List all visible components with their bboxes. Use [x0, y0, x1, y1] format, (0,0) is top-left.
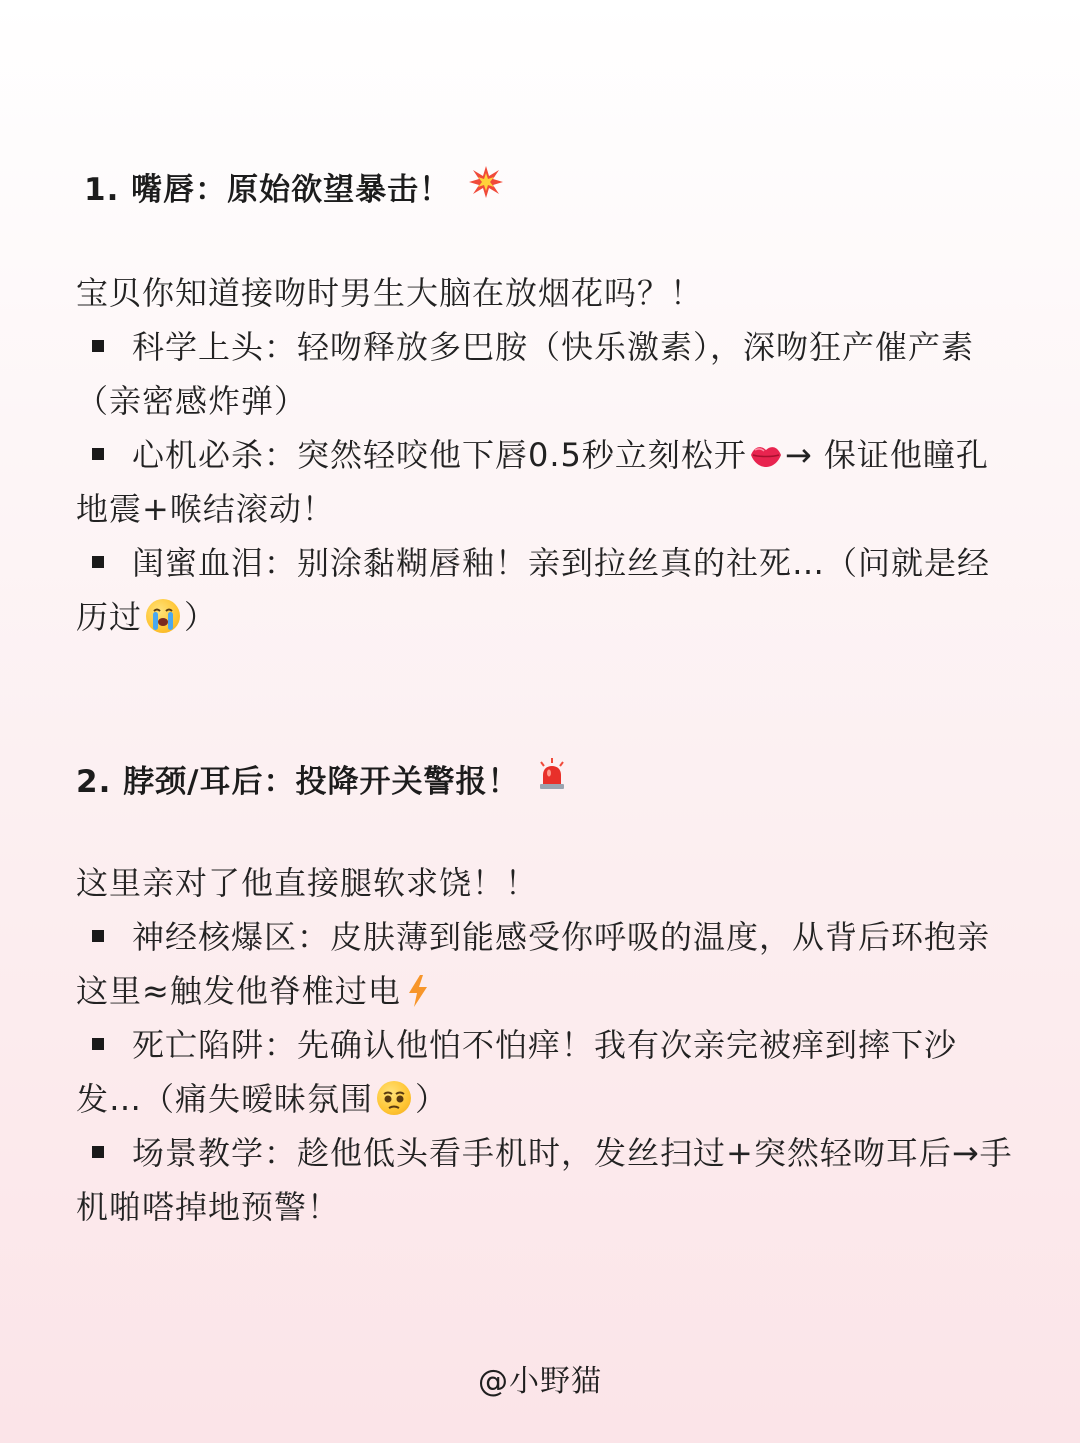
bullet-marker: [92, 340, 104, 352]
author-signature: @小野猫: [478, 1364, 602, 1399]
bullet-text: 场景教学：趁他低头看手机时，发丝扫过+突然轻吻耳后→手机啪嗒掉地预警！: [76, 1134, 1013, 1226]
list-item: [76, 428, 1016, 536]
bullet-text-after: ）: [184, 598, 218, 636]
bullet-marker: [92, 556, 104, 568]
section-heading: [76, 160, 1016, 212]
section-intro: 这里亲对了他直接腿软求饶！！: [76, 864, 539, 902]
list-item: [76, 1126, 1016, 1234]
bullet-text-after: ）: [415, 1080, 449, 1118]
bullet-text: 闺蜜血泪：别涂黏糊唇釉！亲到拉丝真的社死…（问就是经历过: [76, 544, 991, 636]
list-item: [76, 910, 1016, 1018]
bullet-text-after: → 保证他瞳孔地震+喉结滚动！: [76, 436, 989, 528]
siren-icon: [537, 758, 567, 798]
bullet-text: 科学上头：轻吻释放多巴胺（快乐激素），深吻狂产催产素（亲密感炸弹）: [76, 328, 975, 420]
section-lips: [76, 160, 1016, 212]
lips-icon: [749, 431, 783, 457]
sweat-face-icon: [377, 1081, 411, 1115]
section-neck: [76, 752, 1016, 804]
list-item: [76, 536, 1016, 644]
section-heading: [76, 752, 1016, 804]
collision-icon: [469, 165, 503, 207]
section-intro: 宝贝你知道接吻时男生大脑在放烟花吗？！: [76, 274, 704, 312]
section-neck-body: [76, 856, 1016, 1234]
lightning-icon: [407, 969, 429, 1001]
heading-text: 2. 脖颈/耳后：投降开关警报！: [76, 763, 520, 800]
bullet-text: 死亡陷阱：先确认他怕不怕痒！我有次亲完被痒到摔下沙发…（痛失暧昧氛围: [76, 1026, 958, 1118]
bullet-text: 心机必杀：突然轻咬他下唇0.5秒立刻松开: [132, 436, 747, 474]
list-item: [76, 1018, 1016, 1126]
list-item: [76, 320, 1016, 428]
heading-text: 1. 嘴唇：原始欲望暴击！: [84, 171, 452, 208]
bullet-text: 神经核爆区：皮肤薄到能感受你呼吸的温度，从背后环抱亲这里≈触发他脊椎过电: [76, 918, 991, 1010]
crying-face-icon: [146, 599, 180, 633]
bullet-marker: [92, 1038, 104, 1050]
section-lips-body: [76, 266, 1016, 644]
bullet-marker: [92, 930, 104, 942]
bullet-marker: [92, 448, 104, 460]
bullet-marker: [92, 1146, 104, 1158]
